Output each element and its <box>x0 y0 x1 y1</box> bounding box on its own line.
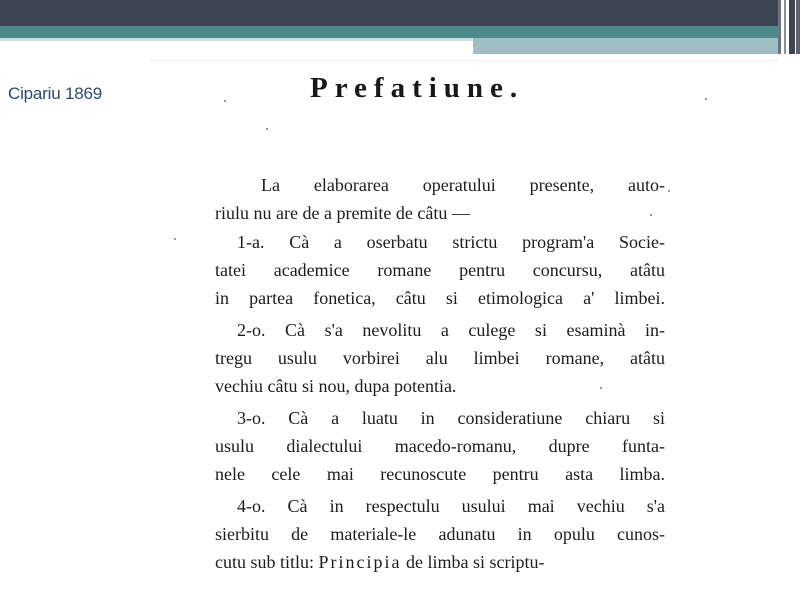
scan-speck <box>174 238 176 240</box>
scanned-page <box>150 62 778 600</box>
scan-speck <box>600 387 602 389</box>
document-title: Prefatiune. <box>310 72 525 104</box>
scan-top-edge <box>150 60 778 61</box>
header-accent-band <box>0 26 778 38</box>
text-line: tatei academice romane pentru concursu, atâtu <box>215 260 665 280</box>
header-decoration <box>776 0 800 54</box>
text-line-last <box>215 552 665 572</box>
text-line: 3-o. Cà a luatu in consideratiune chiaru si <box>237 408 665 428</box>
text-fragment: cutu sub titlu: <box>215 552 319 572</box>
text-line: vechiu câtu si nou, dupa potentia. <box>215 376 457 396</box>
text-line: usulu dialectului macedo-romanu, dupre funta- <box>215 436 665 456</box>
text-line: 2-o. Cà s'a nevolitu a culege si esaminà in- <box>237 320 665 340</box>
header-thin-strip <box>0 38 473 41</box>
text-line: tregu usulu vorbirei alu limbei romane, atâtu <box>215 348 665 368</box>
scan-speck <box>650 214 652 216</box>
scan-speck <box>668 190 670 192</box>
text-fragment: de limba si scriptu- <box>401 552 545 572</box>
text-line: nele cele mai recunoscute pentru asta limba. <box>215 464 665 484</box>
scan-speck <box>705 98 707 100</box>
header-light-band <box>473 38 778 54</box>
text-line: sierbitu de materiale-le adunatu in opulu cunos- <box>215 524 665 544</box>
spaced-title: Principia <box>318 552 402 572</box>
scan-speck <box>266 128 268 130</box>
text-line: 4-o. Cà in respectulu usului mai vechiu s'a <box>237 496 665 516</box>
header-bar <box>0 0 778 26</box>
slide-caption: Cipariu 1869 <box>8 84 102 103</box>
text-line: in partea fonetica, câtu si etimologica a' limbei. <box>215 288 665 308</box>
text-line: La elaborarea operatului presente, auto- <box>261 175 665 195</box>
text-line: riulu nu are de a premite de câtu — <box>215 203 470 223</box>
scan-speck <box>224 100 226 102</box>
text-line: 1-a. Cà a oserbatu strictu program'a Socie- <box>237 232 665 252</box>
